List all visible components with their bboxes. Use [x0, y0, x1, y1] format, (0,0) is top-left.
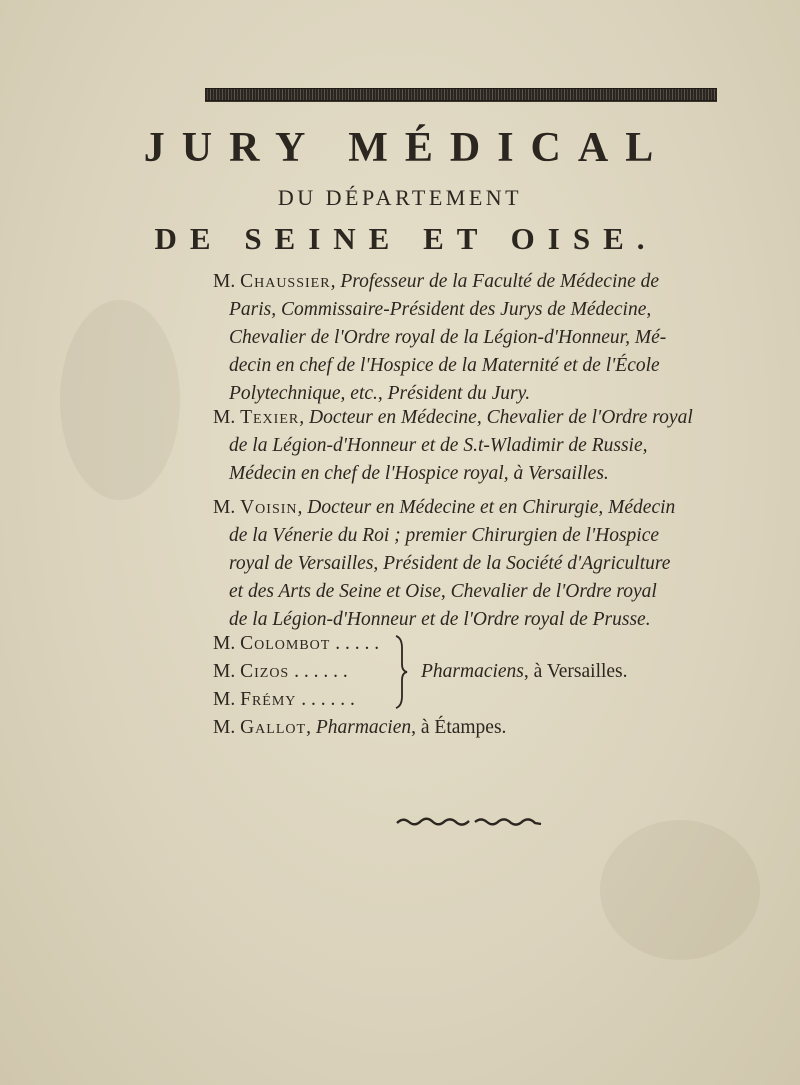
pharmaciens-role — [421, 658, 628, 686]
entry-name: Cizos — [240, 661, 290, 682]
entry-prefix: M. — [213, 271, 236, 292]
entry-texier — [213, 404, 753, 488]
pharmacien-fremy — [213, 686, 379, 714]
entry-line: royal de Versailles, Président de la Société d'Agriculture — [229, 553, 671, 574]
pharmacien-cizos — [213, 658, 379, 686]
header-rule — [205, 88, 717, 101]
entry-line — [213, 494, 753, 522]
entry-prefix: M. — [213, 407, 236, 428]
entry-voisin — [213, 494, 753, 634]
entry-line: Polytechnique, etc., Président du Jury. — [229, 383, 531, 404]
entry-line: de la Légion-d'Honneur et de S.t-Wladimir de Russie, — [229, 435, 648, 456]
curly-brace-icon — [393, 634, 409, 710]
entry-prefix: M. — [213, 497, 236, 518]
ornament-icon — [395, 815, 545, 829]
pharmaciens-names — [213, 630, 379, 714]
entry-line: Médecin en chef de l'Hospice royal, à Versailles. — [229, 463, 609, 484]
role-rest: , à Étampes. — [411, 717, 507, 738]
entry-name: Texier — [240, 407, 300, 428]
title-seine-et-oise: DE SEINE ET OISE. — [154, 221, 658, 256]
entry-text: , Docteur en Médecine et en Chirurgie, Médecin — [297, 497, 676, 518]
entry-name: Colombot — [240, 633, 331, 654]
entry-prefix: M. — [213, 717, 236, 738]
leader-dots: . . . . . — [335, 633, 380, 654]
leader-dots: . . . . . . — [301, 689, 355, 710]
entry-line — [213, 268, 753, 296]
entry-name: Frémy — [240, 689, 297, 710]
entry-line: Paris, Commissaire-Président des Jurys de Médecine, — [229, 299, 652, 320]
entry-name: Voisin — [240, 497, 298, 518]
entry-prefix: M. — [213, 661, 236, 682]
paper-stain — [60, 300, 180, 500]
entry-text: , Docteur en Médecine, Chevalier de l'Ordre royal — [299, 407, 693, 428]
role-italic: Pharmaciens — [421, 661, 524, 682]
entry-chaussier — [213, 268, 753, 408]
entry-line: Chevalier de l'Ordre royal de la Légion-d'Honneur, Mé- — [229, 327, 667, 348]
header-rule-thin — [205, 101, 717, 102]
paper-stain — [600, 820, 760, 960]
entry-gallot — [213, 714, 506, 742]
entry-line: decin en chef de l'Hospice de la Maternité et de l'École — [229, 355, 660, 376]
entry-line: de la Vénerie du Roi ; premier Chirurgien de l'Hospice — [229, 525, 660, 546]
entry-name: Chaussier — [240, 271, 331, 292]
title-du-departement: DU DÉPARTEMENT — [277, 185, 523, 210]
entry-name: Gallot — [240, 717, 307, 738]
role-italic: , Pharmacien — [306, 717, 412, 738]
role-rest: , à Versailles. — [523, 661, 628, 682]
entry-text: , Professeur de la Faculté de Médecine de — [330, 271, 660, 292]
pharmacien-colombot — [213, 630, 379, 658]
entry-prefix: M. — [213, 633, 236, 654]
entry-line: de la Légion-d'Honneur et de l'Ordre royal de Prusse. — [229, 609, 651, 630]
leader-dots: . . . . . . — [294, 661, 348, 682]
entry-prefix: M. — [213, 689, 236, 710]
entry-line — [213, 404, 753, 432]
entry-line: et des Arts de Seine et Oise, Chevalier de l'Ordre royal — [229, 581, 657, 602]
pharmaciens-block — [213, 630, 713, 710]
title-jury-medical: JURY MÉDICAL — [143, 125, 671, 171]
